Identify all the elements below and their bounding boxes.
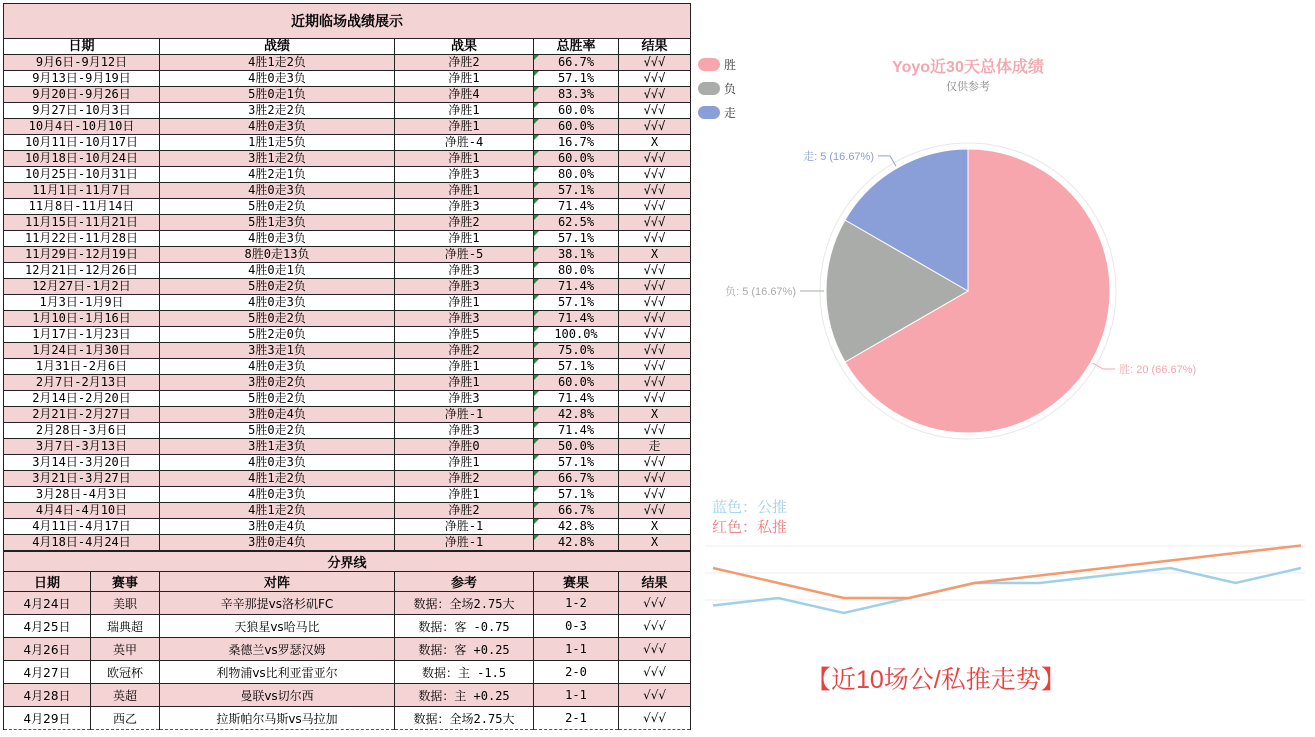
- cell-date: 9月20日-9月26日: [4, 87, 160, 103]
- cell-date: 11月1日-11月7日: [4, 183, 160, 199]
- cell-date: 9月27日-10月3日: [4, 103, 160, 119]
- cell-date: 10月11日-10月17日: [4, 135, 160, 151]
- match-cell-league: 西乙: [91, 707, 160, 730]
- cell-rate: 42.8%: [534, 407, 619, 423]
- cell-result: √√√: [619, 87, 691, 103]
- header-date: 日期: [4, 39, 160, 55]
- cell-record: 5胜0走2负: [160, 279, 395, 295]
- match-cell-result: √√√: [619, 592, 691, 615]
- cell-rate: 42.8%: [534, 535, 619, 551]
- cell-date: 1月31日-2月6日: [4, 359, 160, 375]
- table-row: [4, 263, 691, 279]
- table-row: [4, 375, 691, 391]
- cell-net: 净胜3: [395, 279, 534, 295]
- table-row: [4, 359, 691, 375]
- cell-record: 5胜0走1负: [160, 87, 395, 103]
- pie-label-push: 走: 5 (16.67%): [803, 150, 874, 163]
- cell-result: √√√: [619, 55, 691, 71]
- match-header-league: 赛事: [91, 572, 160, 592]
- cell-result: X: [619, 519, 691, 535]
- cell-net: 净胜1: [395, 359, 534, 375]
- match-cell-date: 4月25日: [4, 615, 91, 638]
- cell-result: X: [619, 407, 691, 423]
- match-cell-teams: 拉斯帕尔马斯vs马拉加: [160, 707, 395, 730]
- pie-legend: [698, 52, 736, 124]
- cell-result: √√√: [619, 167, 691, 183]
- match-cell-league: 英甲: [91, 638, 160, 661]
- match-cell-score: 2-0: [534, 661, 619, 684]
- match-cell-score: 1-1: [534, 638, 619, 661]
- cell-date: 1月17日-1月23日: [4, 327, 160, 343]
- legend-item-loss[interactable]: [698, 76, 736, 100]
- cell-rate: 16.7%: [534, 135, 619, 151]
- cell-result: √√√: [619, 151, 691, 167]
- match-header-score: 赛果: [534, 572, 619, 592]
- cell-net: 净胜1: [395, 183, 534, 199]
- table-row: [4, 439, 691, 455]
- cell-record: 3胜1走3负: [160, 439, 395, 455]
- cell-date: 12月27日-1月2日: [4, 279, 160, 295]
- match-cell-result: √√√: [619, 615, 691, 638]
- cell-net: 净胜3: [395, 263, 534, 279]
- cell-record: 3胜0走4负: [160, 519, 395, 535]
- table-row: [4, 199, 691, 215]
- match-cell-league: 美职: [91, 592, 160, 615]
- cell-net: 净胜2: [395, 471, 534, 487]
- cell-record: 5胜0走2负: [160, 423, 395, 439]
- cell-date: 9月13日-9月19日: [4, 71, 160, 87]
- cell-rate: 57.1%: [534, 487, 619, 503]
- table-row: [4, 343, 691, 359]
- cell-result: X: [619, 535, 691, 551]
- cell-net: 净胜2: [395, 503, 534, 519]
- weekly-results-table: [3, 3, 691, 551]
- table-row: [4, 423, 691, 439]
- match-cell-score: 1-2: [534, 592, 619, 615]
- match-cell-ref: 数据：主 +0.25: [395, 684, 534, 707]
- cell-rate: 57.1%: [534, 359, 619, 375]
- cell-rate: 71.4%: [534, 311, 619, 327]
- cell-date: 10月18日-10月24日: [4, 151, 160, 167]
- cell-net: 净胜3: [395, 167, 534, 183]
- cell-record: 4胜2走1负: [160, 167, 395, 183]
- header-rate: 总胜率: [534, 39, 619, 55]
- cell-net: 净胜1: [395, 231, 534, 247]
- cell-result: √√√: [619, 199, 691, 215]
- cell-rate: 60.0%: [534, 375, 619, 391]
- legend-item-win[interactable]: [698, 52, 736, 76]
- cell-rate: 71.4%: [534, 423, 619, 439]
- cell-result: √√√: [619, 503, 691, 519]
- cell-record: 3胜0走4负: [160, 407, 395, 423]
- cell-result: √√√: [619, 103, 691, 119]
- cell-rate: 60.0%: [534, 151, 619, 167]
- match-cell-result: √√√: [619, 638, 691, 661]
- cell-result: √√√: [619, 471, 691, 487]
- match-row: [4, 592, 691, 615]
- legend-label-win: 胜: [724, 57, 737, 72]
- table-row: [4, 279, 691, 295]
- match-cell-result: √√√: [619, 661, 691, 684]
- cell-rate: 71.4%: [534, 279, 619, 295]
- legend-label-push: 走: [724, 105, 737, 120]
- cell-record: 3胜0走2负: [160, 375, 395, 391]
- cell-date: 11月22日-11月28日: [4, 231, 160, 247]
- cell-result: √√√: [619, 71, 691, 87]
- cell-record: 3胜3走1负: [160, 343, 395, 359]
- cell-record: 8胜0走13负: [160, 247, 395, 263]
- cell-date: 11月29日-12月19日: [4, 247, 160, 263]
- match-row: [4, 661, 691, 684]
- cell-date: 3月21日-3月27日: [4, 471, 160, 487]
- cell-date: 2月7日-2月13日: [4, 375, 160, 391]
- pie-label-win: 胜: 20 (66.67%): [1119, 364, 1197, 376]
- cell-record: 3胜2走2负: [160, 103, 395, 119]
- pie-subtitle: 仅供参考: [946, 81, 990, 93]
- cell-result: √√√: [619, 343, 691, 359]
- cell-result: √√√: [619, 487, 691, 503]
- cell-record: 3胜1走2负: [160, 151, 395, 167]
- cell-rate: 60.0%: [534, 119, 619, 135]
- cell-rate: 57.1%: [534, 231, 619, 247]
- cell-net: 净胜0: [395, 439, 534, 455]
- cell-date: 3月28日-4月3日: [4, 487, 160, 503]
- match-cell-teams: 曼联vs切尔西: [160, 684, 395, 707]
- divider-label: 分界线: [4, 552, 691, 572]
- cell-date: 2月21日-2月27日: [4, 407, 160, 423]
- table-row: [4, 503, 691, 519]
- match-header-teams: 对阵: [160, 572, 395, 592]
- legend-swatch-loss: [698, 82, 720, 95]
- table-row: [4, 231, 691, 247]
- cell-date: 1月3日-1月9日: [4, 295, 160, 311]
- match-cell-ref: 数据：客 +0.25: [395, 638, 534, 661]
- table-row: [4, 247, 691, 263]
- cell-record: 4胜0走3负: [160, 455, 395, 471]
- cell-net: 净胜3: [395, 311, 534, 327]
- cell-net: 净胜5: [395, 327, 534, 343]
- cell-net: 净胜2: [395, 343, 534, 359]
- header-result: 结果: [619, 39, 691, 55]
- match-cell-result: √√√: [619, 684, 691, 707]
- cell-date: 10月25日-10月31日: [4, 167, 160, 183]
- match-cell-teams: 辛辛那提vs洛杉矶FC: [160, 592, 395, 615]
- cell-date: 11月15日-11月21日: [4, 215, 160, 231]
- match-row: [4, 615, 691, 638]
- legend-label-loss: 负: [724, 81, 737, 96]
- cell-net: 净胜1: [395, 71, 534, 87]
- cell-result: √√√: [619, 391, 691, 407]
- table-row: [4, 327, 691, 343]
- cell-result: √√√: [619, 311, 691, 327]
- cell-rate: 38.1%: [534, 247, 619, 263]
- match-cell-league: 欧冠杯: [91, 661, 160, 684]
- match-cell-teams: 利物浦vs比利亚雷亚尔: [160, 661, 395, 684]
- cell-rate: 75.0%: [534, 343, 619, 359]
- pie-chart: [700, 120, 1240, 450]
- cell-date: 4月18日-4月24日: [4, 535, 160, 551]
- table-row: [4, 215, 691, 231]
- cell-net: 净胜4: [395, 87, 534, 103]
- cell-net: 净胜1: [395, 103, 534, 119]
- cell-record: 5胜1走3负: [160, 215, 395, 231]
- cell-rate: 66.7%: [534, 471, 619, 487]
- cell-net: 净胜3: [395, 199, 534, 215]
- table-row: [4, 519, 691, 535]
- cell-date: 1月24日-1月30日: [4, 343, 160, 359]
- cell-date: 2月28日-3月6日: [4, 423, 160, 439]
- cell-net: 净胜-5: [395, 247, 534, 263]
- trend-legend-red: 红色：私推: [712, 519, 788, 536]
- cell-result: √√√: [619, 375, 691, 391]
- match-row: [4, 684, 691, 707]
- table-row: [4, 183, 691, 199]
- cell-result: √√√: [619, 295, 691, 311]
- cell-date: 12月21日-12月26日: [4, 263, 160, 279]
- table-row: [4, 167, 691, 183]
- match-header-ref: 参考: [395, 572, 534, 592]
- trend-chart: [705, 528, 1305, 638]
- cell-net: 净胜1: [395, 487, 534, 503]
- cell-net: 净胜3: [395, 391, 534, 407]
- match-cell-result: √√√: [619, 707, 691, 730]
- cell-net: 净胜2: [395, 215, 534, 231]
- cell-result: √√√: [619, 231, 691, 247]
- match-cell-league: 瑞典超: [91, 615, 160, 638]
- cell-rate: 100.0%: [534, 327, 619, 343]
- pie-title: Yoyo近30天总体成绩: [892, 59, 1044, 76]
- cell-rate: 80.0%: [534, 263, 619, 279]
- table-row: [4, 295, 691, 311]
- cell-record: 4胜0走3负: [160, 295, 395, 311]
- cell-date: 1月10日-1月16日: [4, 311, 160, 327]
- table-row: [4, 87, 691, 103]
- pie-label-line-push: [878, 156, 896, 166]
- cell-rate: 66.7%: [534, 55, 619, 71]
- cell-record: 4胜0走3负: [160, 359, 395, 375]
- cell-result: √√√: [619, 423, 691, 439]
- header-record: 战绩: [160, 39, 395, 55]
- cell-result: 走: [619, 439, 691, 455]
- results-panel: [3, 3, 690, 730]
- cell-result: √√√: [619, 359, 691, 375]
- pie-label-loss: 负: 5 (16.67%): [725, 286, 796, 298]
- cell-record: 4胜0走3负: [160, 71, 395, 87]
- table-row: [4, 391, 691, 407]
- match-cell-date: 4月24日: [4, 592, 91, 615]
- cell-record: 4胜1走2负: [160, 471, 395, 487]
- cell-result: √√√: [619, 455, 691, 471]
- match-cell-date: 4月26日: [4, 638, 91, 661]
- table-row: [4, 471, 691, 487]
- match-cell-date: 4月29日: [4, 707, 91, 730]
- cell-rate: 62.5%: [534, 215, 619, 231]
- cell-rate: 66.7%: [534, 503, 619, 519]
- cell-result: √√√: [619, 183, 691, 199]
- match-table: [3, 551, 691, 730]
- cell-date: 4月4日-4月10日: [4, 503, 160, 519]
- cell-record: 5胜0走2负: [160, 199, 395, 215]
- table-row: [4, 71, 691, 87]
- cell-rate: 60.0%: [534, 103, 619, 119]
- header-net: 战果: [395, 39, 534, 55]
- table-row: [4, 103, 691, 119]
- trend-legend-blue: 蓝色：公推: [712, 499, 788, 516]
- table-title: 近期临场战绩展示: [4, 4, 691, 39]
- match-header-result: 结果: [619, 572, 691, 592]
- match-cell-score: 2-1: [534, 707, 619, 730]
- cell-date: 9月6日-9月12日: [4, 55, 160, 71]
- cell-rate: 83.3%: [534, 87, 619, 103]
- cell-net: 净胜2: [395, 55, 534, 71]
- cell-rate: 57.1%: [534, 295, 619, 311]
- cell-rate: 50.0%: [534, 439, 619, 455]
- table-row: [4, 151, 691, 167]
- cell-record: 5胜0走2负: [160, 311, 395, 327]
- cell-result: X: [619, 247, 691, 263]
- match-cell-ref: 数据：全场2.75大: [395, 707, 534, 730]
- cell-net: 净胜1: [395, 455, 534, 471]
- cell-net: 净胜1: [395, 119, 534, 135]
- match-cell-teams: 天狼星vs哈马比: [160, 615, 395, 638]
- match-cell-teams: 桑德兰vs罗瑟汉姆: [160, 638, 395, 661]
- cell-date: 4月11日-4月17日: [4, 519, 160, 535]
- cell-record: 1胜1走5负: [160, 135, 395, 151]
- cell-record: 5胜0走2负: [160, 391, 395, 407]
- cell-record: 4胜0走3负: [160, 119, 395, 135]
- match-cell-league: 英超: [91, 684, 160, 707]
- match-cell-ref: 数据：客 -0.75: [395, 615, 534, 638]
- match-cell-date: 4月27日: [4, 661, 91, 684]
- table-row: [4, 311, 691, 327]
- table-row: [4, 535, 691, 551]
- trend-line-private: [713, 546, 1301, 599]
- cell-record: 4胜0走1负: [160, 263, 395, 279]
- cell-rate: 57.1%: [534, 71, 619, 87]
- cell-rate: 57.1%: [534, 183, 619, 199]
- cell-record: 4胜1走2负: [160, 55, 395, 71]
- cell-net: 净胜1: [395, 375, 534, 391]
- match-cell-score: 1-1: [534, 684, 619, 707]
- table-row: [4, 135, 691, 151]
- trend-caption: 【近10场公/私推走势】: [806, 666, 1066, 694]
- table-row: [4, 455, 691, 471]
- cell-record: 4胜1走2负: [160, 503, 395, 519]
- cell-result: X: [619, 135, 691, 151]
- table-row: [4, 119, 691, 135]
- cell-record: 4胜0走3负: [160, 487, 395, 503]
- match-header-date: 日期: [4, 572, 91, 592]
- cell-rate: 71.4%: [534, 199, 619, 215]
- cell-result: √√√: [619, 279, 691, 295]
- cell-record: 3胜0走4负: [160, 535, 395, 551]
- match-row: [4, 638, 691, 661]
- cell-net: 净胜1: [395, 151, 534, 167]
- match-cell-date: 4月28日: [4, 684, 91, 707]
- table-row: [4, 407, 691, 423]
- cell-net: 净胜-1: [395, 519, 534, 535]
- cell-rate: 57.1%: [534, 455, 619, 471]
- trend-line-public: [713, 568, 1301, 613]
- match-cell-ref: 数据：全场2.75大: [395, 592, 534, 615]
- cell-result: √√√: [619, 327, 691, 343]
- cell-result: √√√: [619, 263, 691, 279]
- cell-date: 10月4日-10月10日: [4, 119, 160, 135]
- cell-date: 3月14日-3月20日: [4, 455, 160, 471]
- cell-record: 5胜2走0负: [160, 327, 395, 343]
- cell-net: 净胜-4: [395, 135, 534, 151]
- legend-swatch-win: [698, 58, 720, 71]
- table-row: [4, 55, 691, 71]
- match-row: [4, 707, 691, 730]
- cell-record: 4胜0走3负: [160, 183, 395, 199]
- table-row: [4, 487, 691, 503]
- cell-rate: 80.0%: [534, 167, 619, 183]
- match-cell-score: 0-3: [534, 615, 619, 638]
- cell-rate: 42.8%: [534, 519, 619, 535]
- cell-net: 净胜3: [395, 423, 534, 439]
- cell-rate: 71.4%: [534, 391, 619, 407]
- cell-net: 净胜-1: [395, 535, 534, 551]
- cell-date: 11月8日-11月14日: [4, 199, 160, 215]
- match-cell-ref: 数据：主 -1.5: [395, 661, 534, 684]
- legend-swatch-push: [698, 106, 720, 119]
- cell-net: 净胜-1: [395, 407, 534, 423]
- cell-result: √√√: [619, 119, 691, 135]
- cell-date: 3月7日-3月13日: [4, 439, 160, 455]
- cell-result: √√√: [619, 215, 691, 231]
- cell-net: 净胜1: [395, 295, 534, 311]
- cell-date: 2月14日-2月20日: [4, 391, 160, 407]
- cell-record: 4胜0走3负: [160, 231, 395, 247]
